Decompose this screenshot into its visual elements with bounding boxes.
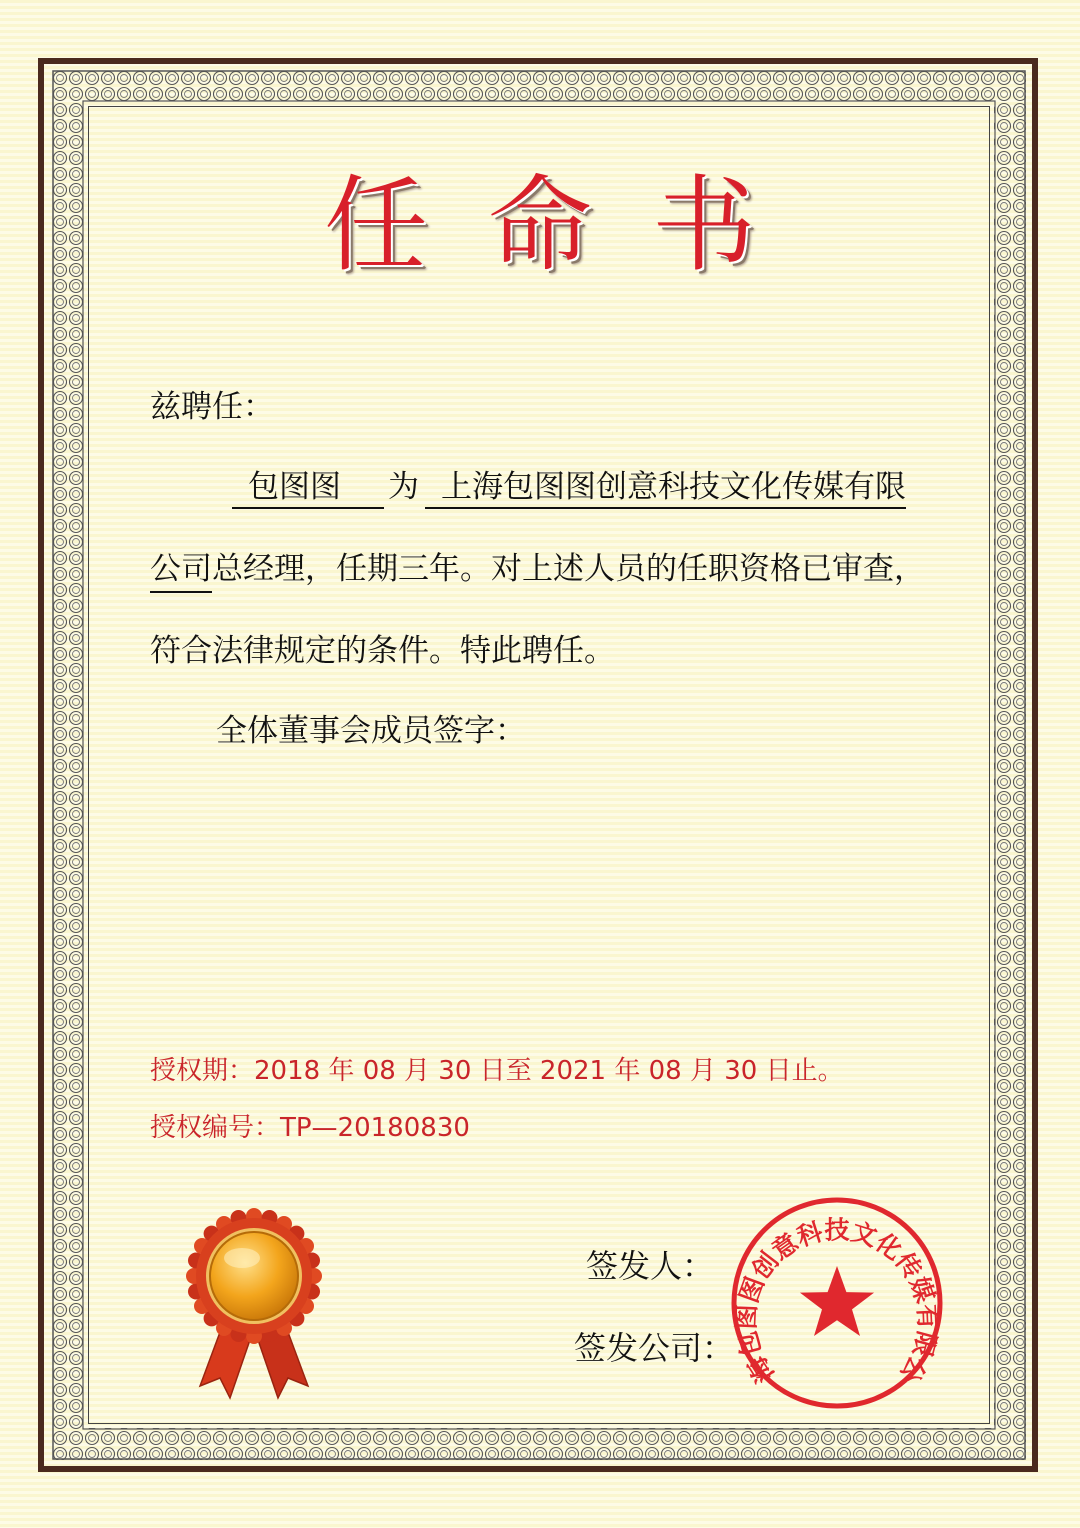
term-statement: 总经理，任期三年。对上述人员的任职资格已审查， (212, 551, 925, 587)
certificate-title: 任命书 (323, 164, 816, 286)
star-icon (800, 1266, 874, 1336)
seal-text: 上海包图图创意科技文化传媒有限公司 (717, 1173, 943, 1388)
salutation: 兹聘任： (150, 389, 274, 425)
as-word: 为 (388, 469, 419, 505)
company-name-part-2: 公司 (150, 554, 212, 593)
board-signature-label: 全体董事会成员签字： (216, 713, 526, 749)
appointment-line-1 (232, 469, 906, 509)
authorization-period: 授权期：2018 年 08 月 30 日至 2021 年 08 月 30 日止。 (150, 1056, 844, 1086)
appointment-line-2 (150, 551, 925, 593)
company-name-part-1: 上海包图图创意科技文化传媒有限 (425, 472, 906, 509)
issuer-label: 签发人： (586, 1247, 715, 1285)
medal-ribbon-icon (186, 1206, 326, 1406)
appointment-line-3: 符合法律规定的条件。特此聘任。 (150, 633, 615, 669)
authorization-number: 授权编号：TP—20180830 (150, 1113, 470, 1143)
issuing-company-label: 签发公司： (574, 1329, 735, 1367)
appointee-name: 包图图 (232, 472, 384, 509)
company-seal (717, 1173, 944, 1410)
